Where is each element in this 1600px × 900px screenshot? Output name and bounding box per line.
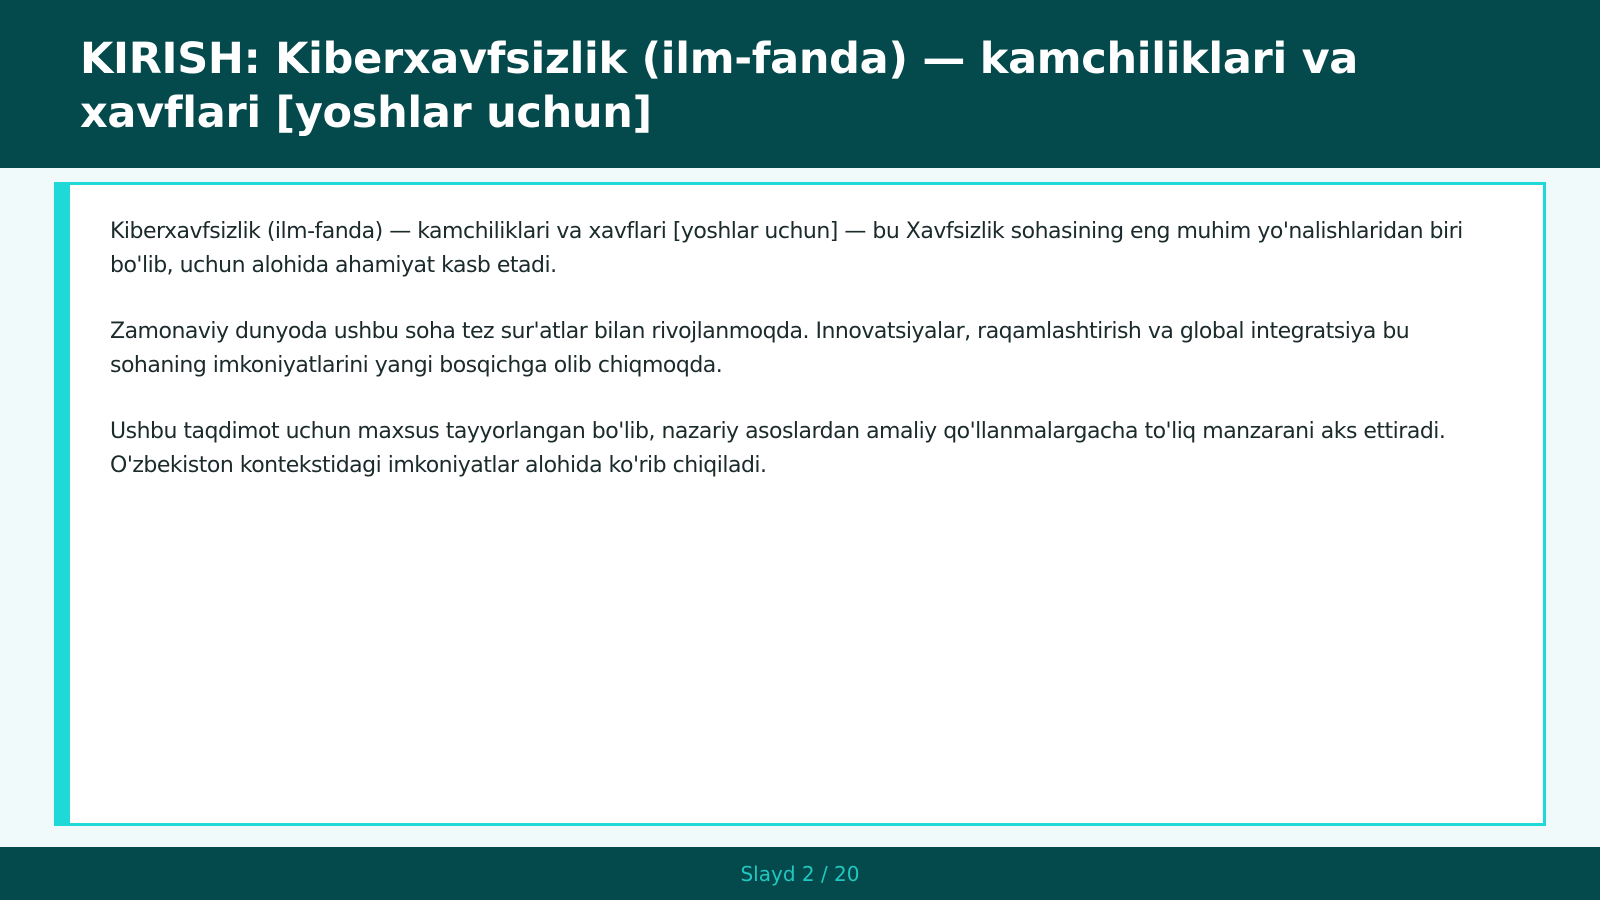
- body-text: [110, 215, 1500, 515]
- paragraph-modern-world: Zamonaviy dunyoda ushbu soha tez sur'atlar bilan rivojlanmoqda. Innovatsiyalar, raqamlashtirish va global integratsiya bu sohaning imkoniyatlarini yangi bosqichga olib chiqmoqda.: [110, 319, 1410, 378]
- paragraph-presentation-scope: Ushbu taqdimot uchun maxsus tayyorlangan bo'lib, nazariy asoslardan amaliy qo'llanmalargacha to'liq manzarani aks ettiradi. O'zbekiston kontekstidagi imkoniyatlar alohida ko'rib chiqiladi.: [110, 419, 1446, 478]
- slide-title: KIRISH: Kiberxavfsizlik (ilm-fanda) — kamchiliklari va xavflari [yoshlar uchun]: [80, 34, 1359, 138]
- paragraph-intro: Kiberxavfsizlik (ilm-fanda) — kamchiliklari va xavflari [yoshlar uchun] — bu Xavfsizlik sohasining eng muhim yo'nalishlaridan biri bo'lib, uchun alohida ahamiyat kasb etadi.: [110, 219, 1463, 278]
- slide-footer: [0, 847, 1600, 900]
- content-panel: [54, 182, 1546, 826]
- slide-number: Slayd 2 / 20: [740, 862, 860, 886]
- slide-header: [0, 0, 1600, 168]
